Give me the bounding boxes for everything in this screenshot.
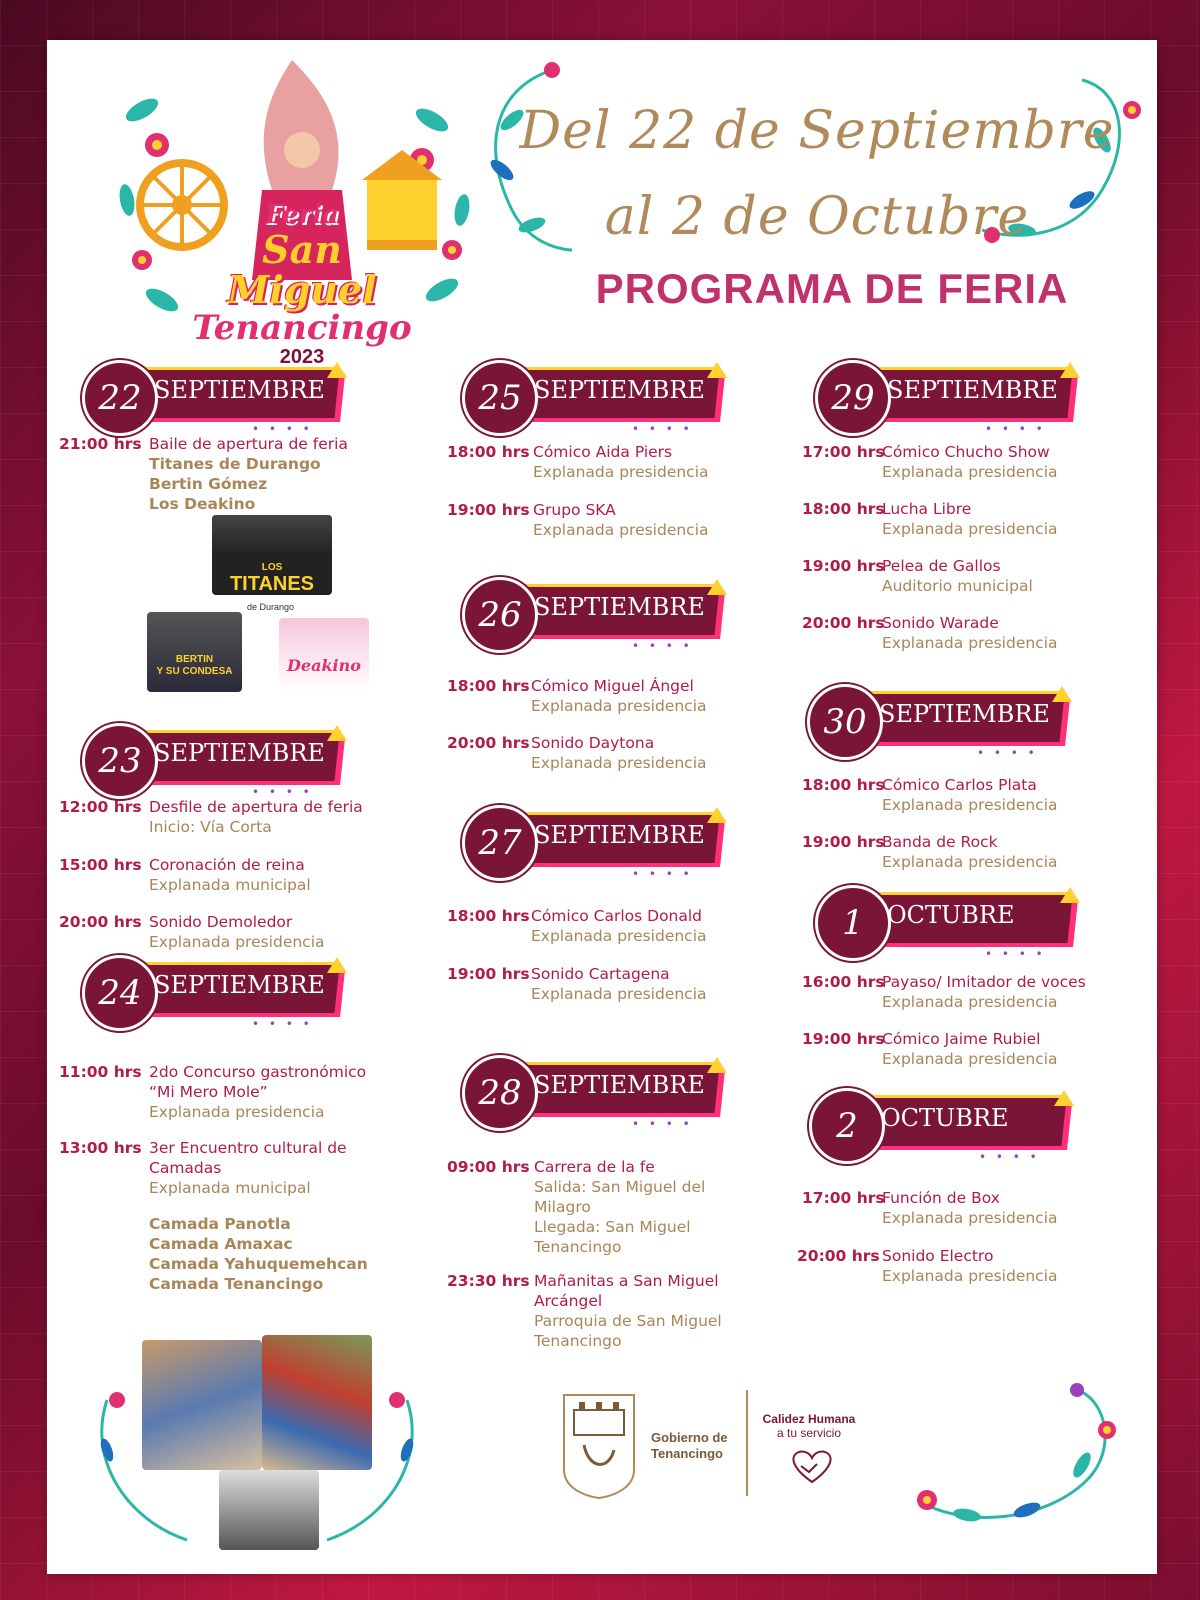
date-banner-29 [815,360,1095,436]
date-range-line2: al 2 de Octubre [604,187,1030,247]
event-desc [533,442,793,482]
footer-logos [559,1390,889,1500]
dots-icon: • • • • [252,1017,313,1031]
event-place: Tenancingo [534,1238,622,1256]
banner-day: 2 [809,1088,885,1164]
banner-month: SEPTIEMBRE [534,821,705,849]
banner-day: 27 [462,805,538,881]
event-desc [882,1029,1142,1069]
date-banner-27 [462,805,742,881]
logo-san-miguel: San Miguel [227,227,377,312]
event-desc [882,972,1142,1012]
event-desc [882,832,1142,872]
dots-icon: • • • • [979,1150,1040,1164]
event-desc [149,434,409,514]
deakino-logo: Deakino [287,656,361,675]
event-place: Explanada presidencia [882,1050,1058,1068]
event-name: Cómico Carlos Plata [882,776,1037,794]
event-time: 20:00 hrs [447,734,530,752]
event-time: 19:00 hrs [447,965,530,983]
date-banner-24 [82,955,362,1031]
event-time: 21:00 hrs [59,435,142,453]
dots-icon: • • • • [632,1117,693,1131]
date-banner-22 [82,360,362,436]
event-place: Explanada municipal [149,1179,311,1197]
event-time: 17:00 hrs [802,443,885,461]
event-place: Explanada presidencia [149,933,325,951]
calidez-line2: a tu servicio [776,1426,842,1440]
banner-month: OCTUBRE [881,1104,1009,1132]
event-place: Parroquia de San Miguel [534,1312,722,1330]
dots-icon: • • • • [632,639,693,653]
banner-month: OCTUBRE [887,901,1015,929]
logo-feria: Feria [264,200,339,230]
banner-day: 29 [815,360,891,436]
banner-day: 23 [82,723,158,799]
event-name: Pelea de Gallos [882,557,1001,575]
event-name: Cómico Miguel Ángel [531,677,694,695]
event-place: Explanada presidencia [531,754,707,772]
event-place: Explanada presidencia [533,463,709,481]
event-place: Explanada presidencia [533,521,709,539]
event-name: Coronación de reina [149,856,305,874]
event-desc [882,613,1142,653]
event-time: 18:00 hrs [802,776,885,794]
banner-day: 30 [807,684,883,760]
event-place: Salida: San Miguel del [534,1178,706,1196]
event-time: 18:00 hrs [802,500,885,518]
banner-month: SEPTIEMBRE [879,700,1050,728]
titanes-photo [212,515,332,595]
dots-icon: • • • • [632,422,693,436]
event-place: Explanada presidencia [149,1103,325,1121]
date-range-line1: Del 22 de Septiembre [519,101,1115,161]
titanes-logo-3: de Durango [247,602,295,612]
calidez-slogan [754,1412,864,1440]
event-desc [149,1138,409,1198]
bertin-logo-1: BERTIN [175,654,214,665]
event-place: Explanada municipal [149,876,311,894]
event-place: Tenancingo [534,1332,622,1350]
event-desc [882,556,1142,596]
banner-month: SEPTIEMBRE [534,1071,705,1099]
camada-item: Camada Panotla [149,1215,291,1233]
date-banner-30 [807,684,1087,760]
banner-day: 22 [82,360,158,436]
event-place: Milagro [534,1198,591,1216]
event-time: 20:00 hrs [802,614,885,632]
event-name: Cómico Jaime Rubiel [882,1030,1041,1048]
event-name: Mañanitas a San Miguel [534,1272,719,1290]
handshake-heart-icon [787,1448,837,1484]
event-desc [531,906,791,946]
event-desc [882,1246,1142,1286]
event-name: Sonido Daytona [531,734,655,752]
event-name: Función de Box [882,1189,1000,1207]
dots-icon: • • • • [632,867,693,881]
event-desc [531,964,791,1004]
event-desc [882,1188,1142,1228]
event-name: Sonido Cartagena [531,965,670,983]
event-name: Grupo SKA [533,501,616,519]
event-desc [882,499,1142,539]
logo-tenancingo: Tenancingo [192,308,412,348]
event-name: Sonido Electro [882,1247,994,1265]
banner-month: SEPTIEMBRE [154,376,325,404]
event-name: Lucha Libre [882,500,972,518]
event-time: 09:00 hrs [447,1158,530,1176]
calidez-line1: Calidez Humana [762,1412,856,1426]
event-name-2: Camadas [149,1159,222,1177]
event-name-2: “Mi Mero Mole” [149,1083,268,1101]
event-time: 19:00 hrs [802,557,885,575]
event-time: 13:00 hrs [59,1139,142,1157]
event-time: 19:00 hrs [802,833,885,851]
event-place: Explanada presidencia [882,520,1058,538]
event-place: Explanada presidencia [882,463,1058,481]
event-time: 19:00 hrs [447,501,530,519]
event-time: 23:30 hrs [447,1272,530,1290]
event-name: Sonido Demoledor [149,913,293,931]
event-place: Explanada presidencia [882,993,1058,1011]
banner-day: 1 [815,885,891,961]
banner-month: SEPTIEMBRE [534,376,705,404]
event-desc [882,775,1142,815]
titanes-logo-1: LOS [261,562,283,573]
event-time: 16:00 hrs [802,973,885,991]
event-name: Sonido Warade [882,614,999,632]
camada-item: Camada Tenancingo [149,1275,324,1293]
date-banner-28 [462,1055,742,1131]
date-range-title [517,88,1117,260]
event-desc [149,912,409,952]
event-name: Baile de apertura de feria [149,435,348,453]
event-time: 18:00 hrs [447,907,530,925]
dancers-photo-3 [219,1470,319,1550]
event-desc [534,1271,764,1351]
dots-icon: • • • • [252,785,313,799]
date-banner-23 [82,723,362,799]
event-place: Inicio: Vía Corta [149,818,272,836]
banner-month: SEPTIEMBRE [534,593,705,621]
event-name: 3er Encuentro cultural de [149,1139,347,1157]
event-name: Payaso/ Imitador de voces [882,973,1086,991]
event-name: 2do Concurso gastronómico [149,1063,367,1081]
date-banner-26 [462,577,742,653]
dots-icon: • • • • [985,422,1046,436]
dots-icon: • • • • [977,746,1038,760]
act-name: Titanes de Durango [149,455,321,473]
dots-icon: • • • • [252,422,313,436]
dots-icon: • • • • [985,947,1046,961]
dancers-photo-2 [262,1335,372,1470]
gov-crest-icon [559,1390,639,1500]
event-time: 12:00 hrs [59,798,142,816]
event-name: Banda de Rock [882,833,998,851]
event-name: Cómico Aida Piers [533,443,673,461]
event-name: Carrera de la fe [534,1158,655,1176]
titanes-logo-2: TITANES [229,573,315,595]
gov-line1: Gobierno de [651,1430,728,1445]
event-desc [531,676,791,716]
event-time: 15:00 hrs [59,856,142,874]
banner-month: SEPTIEMBRE [887,376,1058,404]
camada-item: Camada Yahuquemehcan [149,1255,368,1273]
event-desc [882,442,1142,482]
date-banner-2-oct [809,1088,1089,1164]
event-desc [149,1062,409,1122]
event-desc [149,855,409,895]
event-place: Explanada presidencia [882,634,1058,652]
dancers-photo-1 [142,1340,262,1470]
event-place: Explanada presidencia [531,985,707,1003]
event-name: Cómico Chucho Show [882,443,1050,461]
act-name: Los Deakino [149,495,256,513]
event-place: Explanada presidencia [531,927,707,945]
gov-name [651,1430,728,1462]
event-desc [534,1157,754,1257]
bertin-logo-2: Y SU CONDESA [156,666,233,677]
event-place: Auditorio municipal [882,577,1033,595]
event-place: Explanada presidencia [882,853,1058,871]
deakino-photo [279,618,369,692]
event-time: 19:00 hrs [802,1030,885,1048]
banner-day: 26 [462,577,538,653]
event-time: 17:00 hrs [802,1189,885,1207]
banner-month: SEPTIEMBRE [154,971,325,999]
banner-day: 25 [462,360,538,436]
bottom-right-floral-icon [907,1370,1147,1550]
act-name: Bertin Gómez [149,475,268,493]
feria-logo [102,50,482,370]
event-desc [531,733,791,773]
camada-item: Camada Amaxac [149,1235,293,1253]
camadas-list [149,1214,409,1294]
event-place: Explanada presidencia [882,1267,1058,1285]
date-banner-25 [462,360,742,436]
banner-day: 24 [82,955,158,1031]
event-desc [149,797,409,837]
event-desc [533,500,793,540]
date-banner-1-oct [815,885,1095,961]
poster-card [47,40,1157,1574]
event-time: 20:00 hrs [59,913,142,931]
banner-month: SEPTIEMBRE [154,739,325,767]
event-time: 18:00 hrs [447,443,530,461]
event-name: Desfile de apertura de feria [149,798,363,816]
bertin-photo [147,612,242,692]
footer-divider [746,1390,748,1496]
banner-day: 28 [462,1055,538,1131]
event-time: 18:00 hrs [447,677,530,695]
event-place: Explanada presidencia [882,796,1058,814]
event-place: Llegada: San Miguel [534,1218,691,1236]
logo-year: 2023 [279,346,325,368]
event-time: 20:00 hrs [797,1247,880,1265]
gov-line2: Tenancingo [651,1446,723,1461]
event-name-2: Arcángel [534,1292,603,1310]
event-place: Explanada presidencia [882,1209,1058,1227]
programa-title: PROGRAMA DE FERIA [595,265,1069,312]
logo-text [192,200,412,369]
event-name: Cómico Carlos Donald [531,907,703,925]
event-place: Explanada presidencia [531,697,707,715]
event-time: 11:00 hrs [59,1063,142,1081]
